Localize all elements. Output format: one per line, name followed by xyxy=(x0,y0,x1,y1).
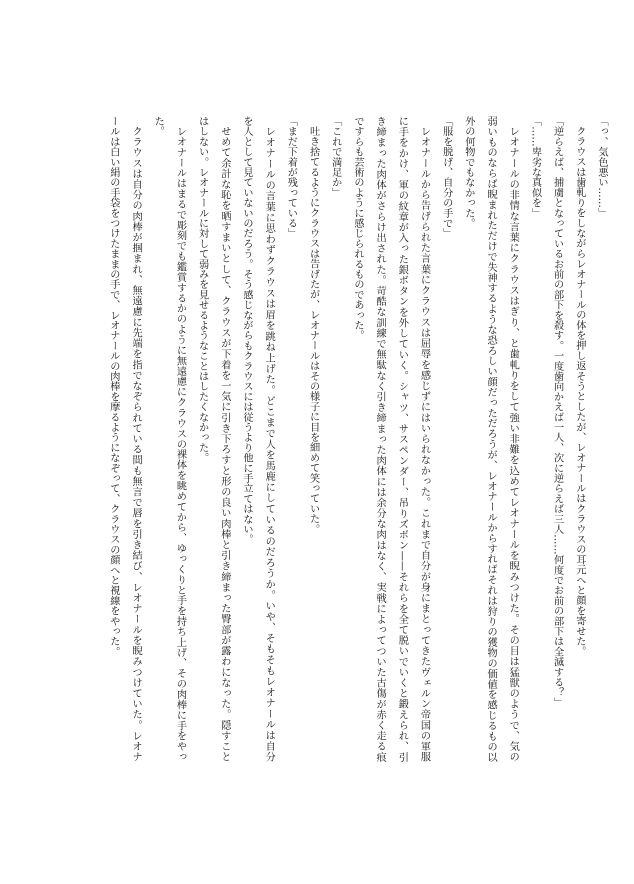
text-line: 弱いものならば睨まれただけで失神するような恐ろしい顔だっただろうが、レオナールからすればそれは狩りの獲物の価値を感じるもの以 xyxy=(485,116,497,762)
text-line: 吐き捨てるようにクラウスは告げたが、レオナールはその様子に目を細めて笑っていた。 xyxy=(307,126,319,535)
text-line: 「まだ下着が残っている」 xyxy=(285,116,297,239)
body-text xyxy=(101,116,612,762)
paragraph xyxy=(235,116,279,762)
paragraph xyxy=(102,116,146,762)
paragraph xyxy=(346,116,435,762)
text-line: 「……卑劣な真似を」 xyxy=(529,116,541,218)
paragraph xyxy=(279,116,301,762)
text-line: せめて余計な恥を晒すまいとして、クラウスが下着を一気に引き下ろすと形の良い肉棒と引き締まった臀部が露わになった。隠すこと xyxy=(218,126,230,762)
text-line: はしない。レオナールに対して弱みを見せるようなことはしたくなかった。 xyxy=(196,116,208,463)
text-line: を人として見ていないのだろう。そう感じながらもクラウスには従うより他に手立てはない。 xyxy=(241,116,252,545)
paragraph xyxy=(190,116,234,762)
paragraph xyxy=(545,116,567,762)
paragraph xyxy=(457,116,524,762)
text-line: き締まった肉体がさらけ出された。苛酷な訓練で無駄なく引き締まった肉体には余分な肉はなく、実戦によってついた古傷が赤く走る痕 xyxy=(374,116,386,762)
text-line: ールは白い絹の手袋をつけたままの手で、レオナールの肉棒を摩るようになぞって、クラウスの顔へと視線をやった。 xyxy=(107,116,119,657)
paragraph xyxy=(523,116,545,762)
text-line: ですらも芸術のように感じられるものであった。 xyxy=(351,116,363,341)
text-line: レオナールの言葉に思わずクラウスは眉を跳ね上げた。どこまで人を馬鹿にしているのだろうか。いや、そもそもレオナールは自分 xyxy=(263,126,275,762)
text-line: に手をかけ、軍の紋章が入った銀ボタンを外していく。シャツ、サスペンダー、吊りズボン——それらを全て脱いでいくと鍛えられ、引 xyxy=(396,116,408,762)
text-line: 「逆らえば、捕虜となっているお前の部下を殺す。一度歯向かえば一人、次に逆らえば三人……何度でお前の部下は全滅する？」 xyxy=(551,116,563,708)
paragraph xyxy=(568,116,590,762)
text-line: クラウスは歯軋りをしながらレオナールの体を押し返そうとしたが、レオナールはクラウスの耳元へと顔を寄せた。 xyxy=(573,126,585,657)
text-line: クラウスは自分の肉棒が掴まれ、無遠慮に先端を指でなぞられている間も無言で唇を引き結び、レオナールを睨みつけていた。レオナ xyxy=(130,126,142,762)
text-line: 「っ、気色悪い……」 xyxy=(596,116,607,218)
paragraph xyxy=(301,116,323,762)
text-line: た。 xyxy=(152,116,164,137)
text-line: レオナールはまるで彫刻でも鑑賞するかのように無遠慮にクラウスの裸体を眺めてから、ゆっくりと手を持ち上げ、その肉棒に手をやっ xyxy=(174,126,186,762)
text-line: 「服を脱げ、自分の手で」 xyxy=(440,116,452,239)
text-line: レオナールから告げられた言葉にクラウスは屈辱を感じずにはいられなかった。これまで自分が身にまとってきたヴェルン帝国の軍服 xyxy=(418,126,430,762)
text-line: レオナールの非情な言葉にクラウスはぎり、と歯軋りをして強い非難を込めてレオナールを睨みつけた。その目は猛獣のようで、気の xyxy=(507,126,519,762)
paragraph xyxy=(324,116,346,762)
paragraph xyxy=(146,116,190,762)
paragraph xyxy=(435,116,457,762)
text-line: 外の何物でもなかった。 xyxy=(462,116,474,229)
text-line: 「これで満足か」 xyxy=(329,116,341,198)
paragraph xyxy=(590,116,612,762)
